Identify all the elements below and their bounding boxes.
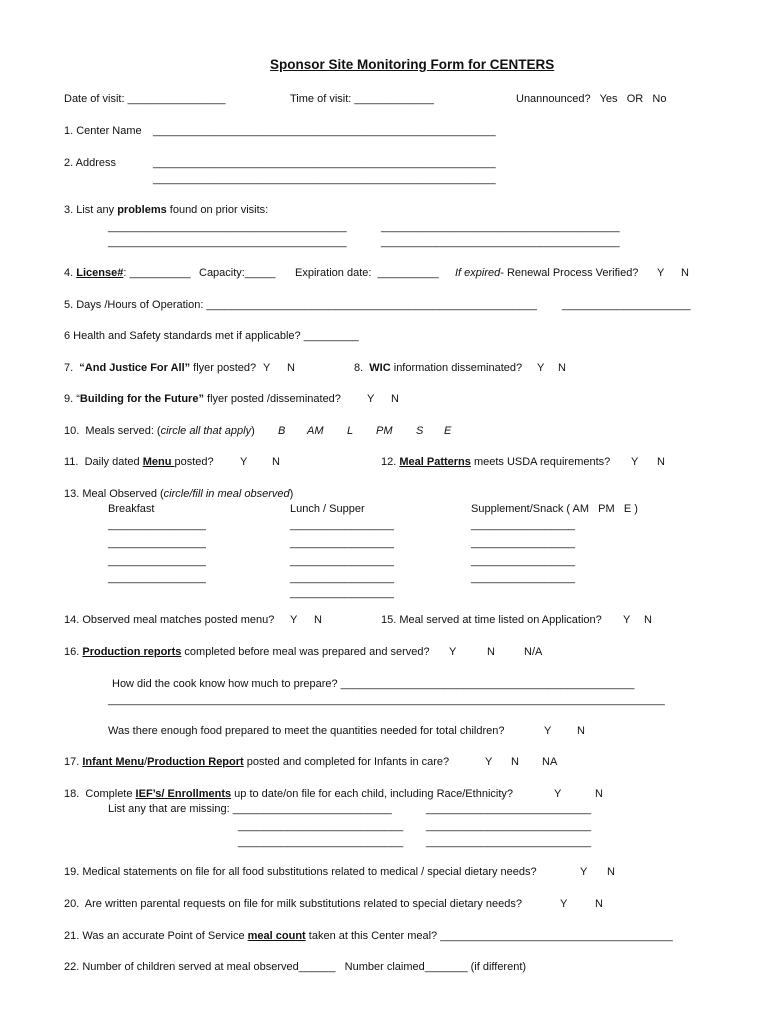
building-future-yes[interactable]: Y bbox=[367, 393, 375, 405]
date-of-visit-field[interactable]: Date of visit: ________________ bbox=[64, 93, 226, 105]
renewal-yes-option[interactable]: Y bbox=[657, 267, 665, 279]
production-reports-na[interactable]: N/A bbox=[524, 646, 543, 658]
health-safety-field[interactable]: 6 Health and Safety standards met if applicable? _________ bbox=[64, 330, 359, 342]
cook-prepare-field[interactable]: How did the cook know how much to prepare? ________________________________________________ bbox=[112, 678, 635, 690]
prior-problems-line[interactable]: _______________________________________ bbox=[381, 221, 620, 233]
renewal-no-option[interactable]: N bbox=[681, 267, 689, 279]
menu-match-no[interactable]: N bbox=[314, 614, 322, 626]
snack-line[interactable]: _________________ bbox=[471, 519, 576, 531]
menu-posted-question: 11. Daily dated Menu posted? bbox=[64, 456, 214, 468]
time-of-visit-field[interactable]: Time of visit: _____________ bbox=[290, 93, 434, 105]
menu-posted-no[interactable]: N bbox=[272, 456, 280, 468]
lunch-line[interactable]: _________________ bbox=[290, 587, 395, 599]
enough-food-question: Was there enough food prepared to meet the quantities needed for total children? bbox=[108, 725, 505, 737]
infant-menu-na[interactable]: NA bbox=[542, 756, 558, 768]
medical-statements-no[interactable]: N bbox=[607, 866, 615, 878]
renewal-verified-question: If expired- Renewal Process Verified? bbox=[455, 267, 639, 279]
children-served-field[interactable]: 22. Number of children served at meal observed______ Number claimed_______ (if different) bbox=[64, 961, 527, 973]
breakfast-header: Breakfast bbox=[108, 503, 155, 515]
prior-problems-line[interactable]: _______________________________________ bbox=[381, 236, 620, 248]
breakfast-line[interactable]: ________________ bbox=[108, 572, 206, 584]
prior-problems-line[interactable]: _______________________________________ bbox=[108, 236, 347, 248]
snack-line[interactable]: _________________ bbox=[471, 537, 576, 549]
prior-problems-label: 3. List any problems found on prior visits: bbox=[64, 204, 269, 216]
enough-food-no[interactable]: N bbox=[577, 725, 585, 737]
production-reports-yes[interactable]: Y bbox=[449, 646, 457, 658]
building-future-question: 9. “Building for the Future” flyer posted /disseminated? bbox=[64, 393, 341, 405]
snack-line[interactable]: _________________ bbox=[471, 555, 576, 567]
enough-food-yes[interactable]: Y bbox=[544, 725, 552, 737]
production-reports-no[interactable]: N bbox=[487, 646, 495, 658]
meal-option-l[interactable]: L bbox=[347, 425, 354, 437]
cook-prepare-line[interactable]: ___________________________________________________________________________________________ bbox=[108, 694, 665, 706]
building-future-no[interactable]: N bbox=[391, 393, 399, 405]
infant-menu-no[interactable]: N bbox=[511, 756, 519, 768]
menu-posted-yes[interactable]: Y bbox=[240, 456, 248, 468]
meal-option-e[interactable]: E bbox=[444, 425, 452, 437]
production-reports-question: 16. Production reports completed before meal was prepared and served? bbox=[64, 646, 430, 658]
justice-flyer-question: 7. “And Justice For All” flyer posted? bbox=[64, 362, 257, 374]
lunch-supper-header: Lunch / Supper bbox=[290, 503, 365, 515]
medical-statements-yes[interactable]: Y bbox=[580, 866, 588, 878]
meal-option-b[interactable]: B bbox=[278, 425, 286, 437]
missing-list-line[interactable]: ___________________________ bbox=[426, 803, 592, 815]
address-label: 2. Address bbox=[64, 157, 116, 169]
menu-match-question: 14. Observed meal matches posted menu? bbox=[64, 614, 275, 626]
address-field-line-1[interactable]: ________________________________________________________ bbox=[153, 157, 496, 169]
missing-list-line[interactable]: ___________________________ bbox=[426, 836, 592, 848]
snack-line[interactable]: _________________ bbox=[471, 572, 576, 584]
lunch-line[interactable]: _________________ bbox=[290, 572, 395, 584]
prior-problems-line[interactable]: _______________________________________ bbox=[108, 221, 347, 233]
enrollments-question: 18. Complete IEF’s/ Enrollments up to date/on file for each child, including Race/Ethnicity? bbox=[64, 788, 514, 800]
parental-requests-no[interactable]: N bbox=[595, 898, 603, 910]
parental-requests-question: 20. Are written parental requests on file for milk substitutions related to special dietary needs? bbox=[64, 898, 522, 910]
center-name-field[interactable]: ________________________________________________________ bbox=[153, 125, 496, 137]
meal-patterns-no[interactable]: N bbox=[657, 456, 665, 468]
address-field-line-2[interactable]: ________________________________________________________ bbox=[153, 173, 496, 185]
parental-requests-yes[interactable]: Y bbox=[560, 898, 568, 910]
enrollments-no[interactable]: N bbox=[595, 788, 603, 800]
missing-list-line[interactable]: ___________________________ bbox=[426, 820, 592, 832]
enrollments-yes[interactable]: Y bbox=[554, 788, 562, 800]
wic-yes[interactable]: Y bbox=[537, 362, 545, 374]
meals-served-question: 10. Meals served: (circle all that apply) bbox=[64, 425, 255, 437]
capacity-field[interactable]: Capacity:_____ bbox=[199, 267, 276, 279]
snack-header: Supplement/Snack ( AM PM E ) bbox=[471, 503, 638, 515]
meal-option-s[interactable]: S bbox=[416, 425, 424, 437]
breakfast-line[interactable]: ________________ bbox=[108, 555, 206, 567]
form-title: Sponsor Site Monitoring Form for CENTERS bbox=[270, 57, 555, 72]
unannounced-question[interactable]: Unannounced? Yes OR No bbox=[516, 93, 667, 105]
lunch-line[interactable]: _________________ bbox=[290, 519, 395, 531]
infant-menu-yes[interactable]: Y bbox=[485, 756, 493, 768]
license-field[interactable]: 4. License#: __________ bbox=[64, 267, 191, 279]
breakfast-line[interactable]: ________________ bbox=[108, 537, 206, 549]
justice-flyer-yes[interactable]: Y bbox=[263, 362, 271, 374]
missing-list-field[interactable]: List any that are missing: __________________________ bbox=[108, 803, 392, 815]
meal-time-no[interactable]: N bbox=[644, 614, 652, 626]
infant-menu-question: 17. Infant Menu/Production Report posted and completed for Infants in care? bbox=[64, 756, 450, 768]
center-name-label: 1. Center Name bbox=[64, 125, 142, 137]
missing-list-line[interactable]: ___________________________ bbox=[238, 836, 404, 848]
days-hours-field[interactable]: 5. Days /Hours of Operation: ______________________________________________________ bbox=[64, 299, 537, 311]
wic-no[interactable]: N bbox=[558, 362, 566, 374]
wic-question: 8. WIC information disseminated? bbox=[354, 362, 523, 374]
justice-flyer-no[interactable]: N bbox=[287, 362, 295, 374]
meal-observed-question: 13. Meal Observed (circle/fill in meal observed) bbox=[64, 488, 294, 500]
meal-patterns-yes[interactable]: Y bbox=[631, 456, 639, 468]
medical-statements-question: 19. Medical statements on file for all food substitutions related to medical / special dietary needs? bbox=[64, 866, 537, 878]
meal-patterns-question: 12. Meal Patterns meets USDA requirements? bbox=[381, 456, 611, 468]
days-hours-field-extra[interactable]: _____________________ bbox=[562, 299, 691, 311]
breakfast-line[interactable]: ________________ bbox=[108, 519, 206, 531]
meal-option-pm[interactable]: PM bbox=[376, 425, 393, 437]
lunch-line[interactable]: _________________ bbox=[290, 555, 395, 567]
lunch-line[interactable]: _________________ bbox=[290, 537, 395, 549]
meal-time-yes[interactable]: Y bbox=[623, 614, 631, 626]
expiration-date-field[interactable]: Expiration date: __________ bbox=[295, 267, 439, 279]
menu-match-yes[interactable]: Y bbox=[290, 614, 298, 626]
meal-time-question: 15. Meal served at time listed on Application? bbox=[381, 614, 602, 626]
meal-option-am[interactable]: AM bbox=[307, 425, 324, 437]
meal-count-field[interactable]: 21. Was an accurate Point of Service meal count taken at this Center meal? ______________________________________ bbox=[64, 930, 673, 942]
missing-list-line[interactable]: ___________________________ bbox=[238, 820, 404, 832]
